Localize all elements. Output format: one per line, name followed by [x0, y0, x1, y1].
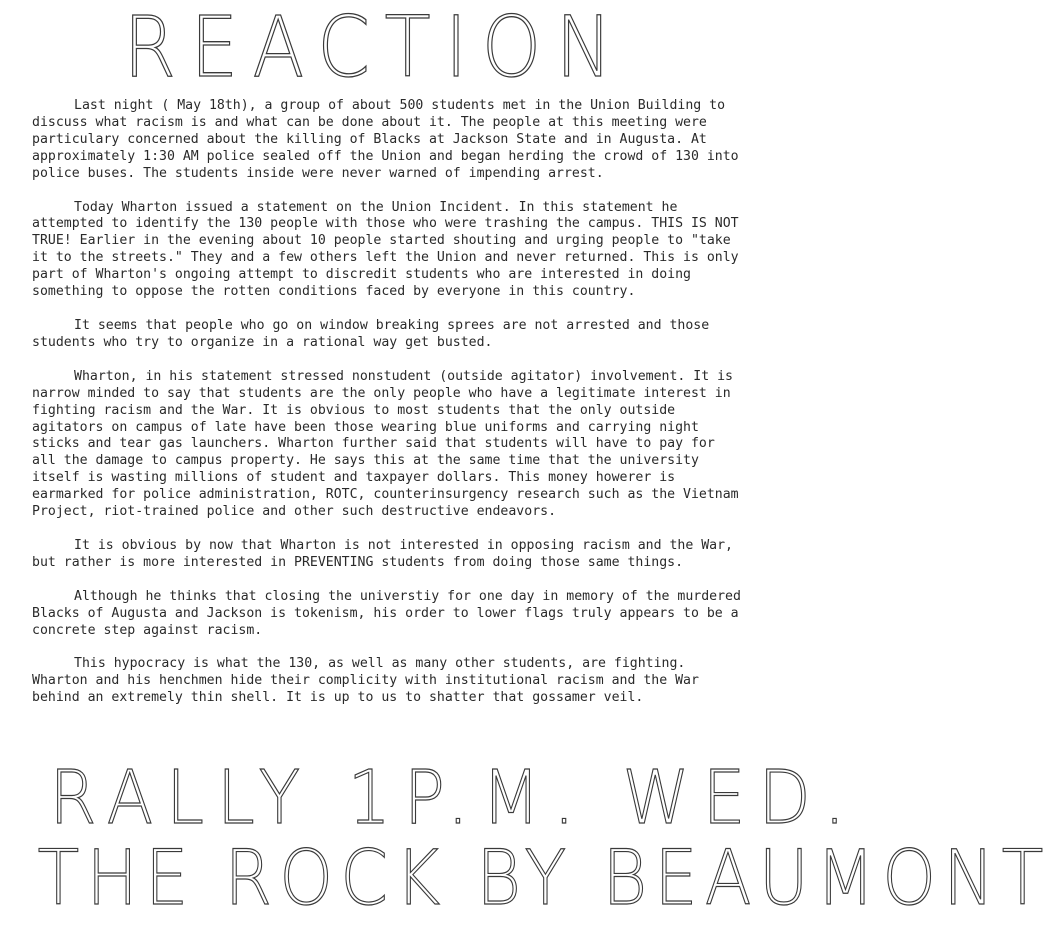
paragraph-6: Although he thinks that closing the universtiy for one day in memory of the murdered Blacks of Augusta and Jackson is tokenism, his order to lower flags truly appears to be a concrete step against racism. [32, 588, 741, 638]
paragraph-2: Today Wharton issued a statement on the Union Incident. In this statement he attempted to identify the 130 people with those who were trashing the campus. THIS IS NOT TRUE! Earlier in the evening about 10 people started shouting and urging people to "take it to the streets." They and a few others left the Union and never returned. This is only part of Wharton's ongoing attempt to discredit students who are interested in doing something to oppose the rotten conditions faced by everyone in this country. [32, 199, 739, 300]
flyer-body [32, 98, 744, 724]
paragraph-7: This hypocracy is what the 130, as well as many other students, are fighting. Wharton and his henchmen hide their complicity with institutional racism and the War behind an extremely thin shell. It is up to us to shatter that gossamer veil. [32, 656, 699, 706]
rally-location-banner: THE ROCK BY BEAUMONT [37, 833, 1051, 922]
paragraph-3: It seems that people who go on window breaking sprees are not arrested and those students who try to organize in a rational way get busted. [32, 317, 710, 350]
rally-time-banner: RALLY 1P.M. WED. [49, 755, 859, 841]
paragraph-5: It is obvious by now that Wharton is not interested in opposing racism and the War, but rather is more interested in PREVENTING students from doing those same things. [32, 537, 733, 570]
paragraph-4: Wharton, in his statement stressed nonstudent (outside agitator) involvement. It is narrow minded to say that students are the only people who have a legitimate interest in fighting racism and the War. It is obvious to most students that the only outside agitators on campus of late have been those wearing blue uniforms and carrying night sticks and tear gas launchers. Wharton further said that students will have to pay for all the damage to campus property. He says this at the same time that the university itself is wasting millions of student and taxpayer dollars. This money howerer is earmarked for police administration, ROTC, counterinsurgency research such as the Vietnam Project, riot-trained police and other such destructive endeavors. [32, 368, 739, 520]
flyer-title: REACTION [123, 0, 627, 96]
paragraph-1: Last night ( May 18th), a group of about 500 students met in the Union Building to discuss what racism is and what can be done about it. The people at this meeting were particulary concerned about the killing of Blacks at Jackson State and in Augusta. At approximately 1:30 AM police sealed off the Union and began herding the crowd of 130 into police buses. The students inside were never warned of impending arrest. [32, 98, 739, 181]
